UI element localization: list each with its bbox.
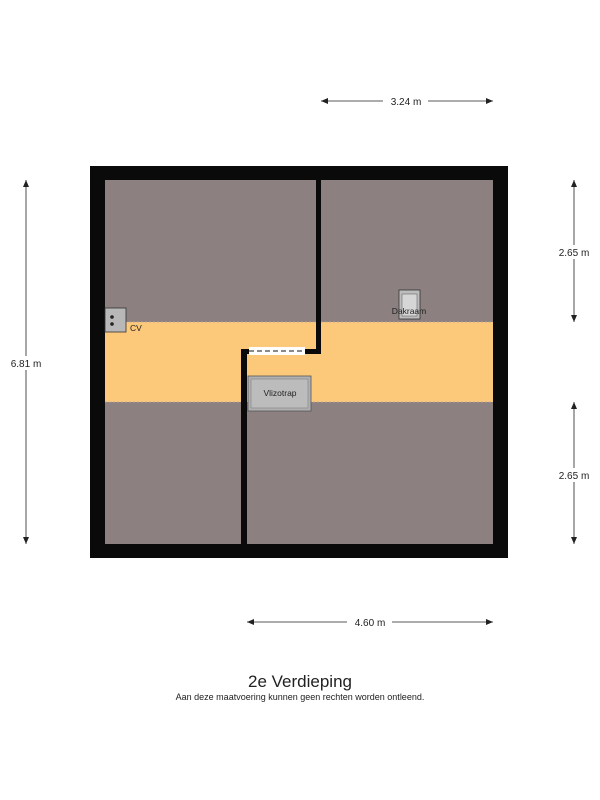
dim-top-width: 3.24 m [390, 97, 422, 108]
floor-title: 2e Verdieping [248, 672, 352, 691]
dim-bottom-width: 4.60 m [354, 618, 386, 629]
loft-ladder-label: Vlizotrap [263, 388, 297, 398]
room-lower-right [247, 402, 493, 544]
cv-boiler [105, 308, 126, 332]
dim-right-upper-height: 2.65 m [558, 248, 590, 259]
dim-right-lower-height: 2.65 m [558, 471, 590, 482]
room-lower-left [105, 402, 241, 544]
interior-wall-lower [241, 349, 247, 544]
cv-boiler-knob [110, 315, 114, 319]
disclaimer: Aan deze maatvoering kunnen geen rechten worden ontleend. [175, 692, 425, 702]
room-upper-left [105, 180, 316, 322]
skylight-label: Dakraam [391, 306, 427, 316]
cv-boiler-knob [110, 322, 114, 326]
dim-left-height: 6.81 m [10, 359, 42, 370]
interior-wall-upper [316, 180, 321, 354]
cv-label: CV [130, 323, 142, 333]
